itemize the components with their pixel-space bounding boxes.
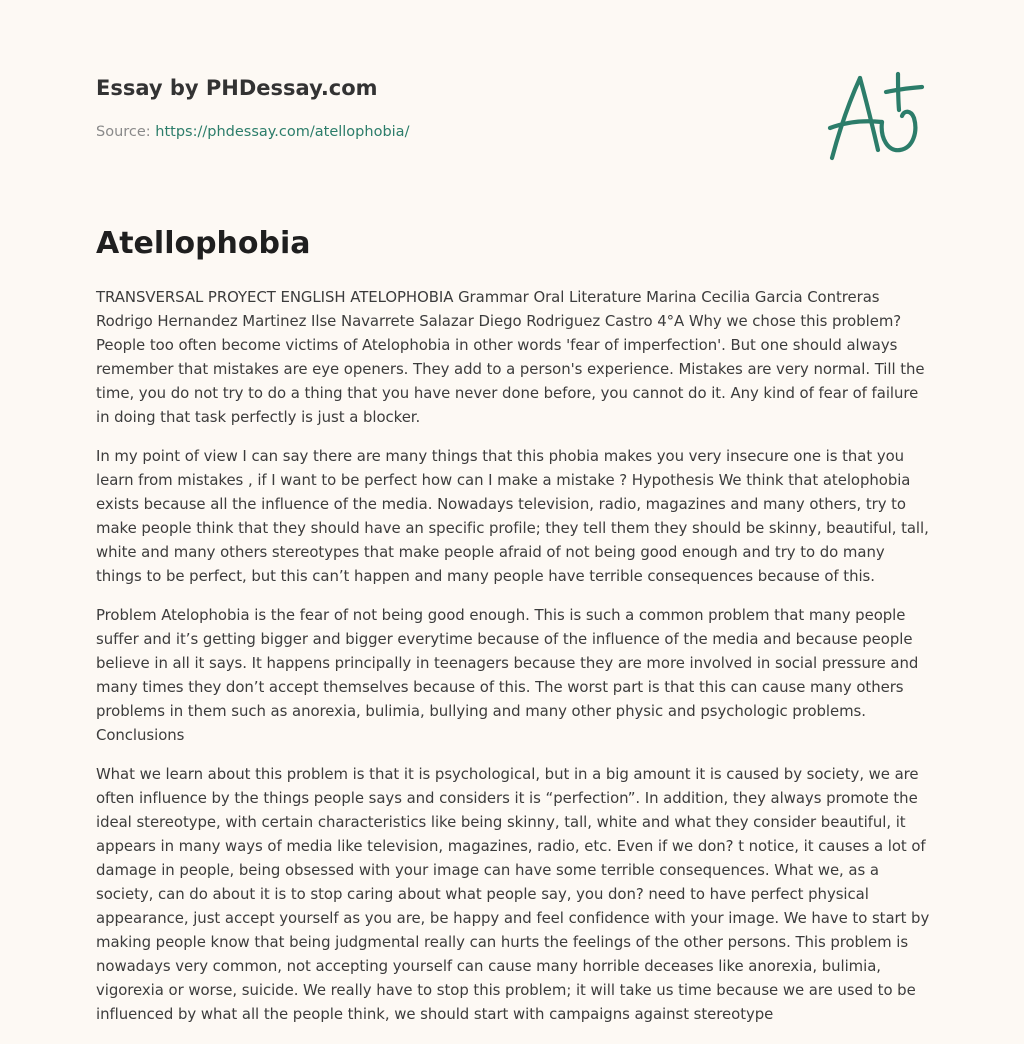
essay-paragraph: What we learn about this problem is that it is psychological, but in a big amount it is caused by society, we are often influence by the things people says and considers it is “perfection”. In addition, they always promote the ideal stereotype, with certain characteristics like being skinny, tall, white and what they consider beautiful, it appears in many ways of media like television, magazines, radio, etc. Even if we don? t notice, it causes a lot of damage in people, being obsessed with your image can have some terrible consequences. What we, as a society, can do about it is to stop caring about what people say, you don? need to have perfect physical appearance, just accept yourself as you are, be happy and feel confidence with your image. We have to start by making people know that being judgmental really can hurts the feelings of the other persons. This problem is nowadays very common, not accepting yourself can cause many horrible deceases like anorexia, bulimia, vigorexia or worse, suicide. We really have to stop this problem; it will take us time because we are used to be influenced by what all the people think, we should start with campaigns against stereotype xyxy=(96,765,930,1023)
site-title: Essay by PHDessay.com xyxy=(96,76,378,100)
source-line xyxy=(96,124,409,140)
source-link[interactable]: https://phdessay.com/atellophobia/ xyxy=(155,124,410,140)
essay-paragraph: In my point of view I can say there are many things that this phobia makes you very insecure one is that you learn from mistakes , if I want to be perfect how can I make a mistake ? Hypothesis We think that atelophobia exists because all the influence of the media. Nowadays television, radio, magazines and many others, try to make people think that they should have an specific profile; they tell them they should be skinny, beautiful, tall, white and many others stereotypes that make people afraid of not being good enough and try to do many things to be perfect, but this can’t happen and many people have terrible consequences because of this. xyxy=(96,447,929,585)
essay-paragraph: Problem Atelophobia is the fear of not being good enough. This is such a common problem that many people suffer and it’s getting bigger and bigger everytime because of the influence of the media and because people believe in all it says. It happens principally in teenagers because they are more involved in social pressure and many times they don’t accept themselves because of this. The worst part is that this can cause many others problems in them such as anorexia, bulimia, bullying and many other physic and psychologic problems. Conclusions xyxy=(96,606,919,744)
essay-title: Atellophobia xyxy=(96,226,311,261)
a-plus-logo-icon xyxy=(818,66,928,166)
essay-body xyxy=(96,285,932,1041)
essay-paragraph: TRANSVERSAL PROYECT ENGLISH ATELOPHOBIA Grammar Oral Literature Marina Cecilia Garcia Contreras Rodrigo Hernandez Martinez Ilse Navarrete Salazar Diego Rodriguez Castro 4°A Why we chose this problem? People too often become victims of Atelophobia in other words 'fear of imperfection'. But one should always remember that mistakes are eye openers. They add to a person's experience. Mistakes are very normal. Till the time, you do not try to do a thing that you have never done before, you cannot do it. Any kind of fear of failure in doing that task perfectly is just a blocker. xyxy=(96,288,925,426)
source-label: Source: xyxy=(96,124,151,140)
